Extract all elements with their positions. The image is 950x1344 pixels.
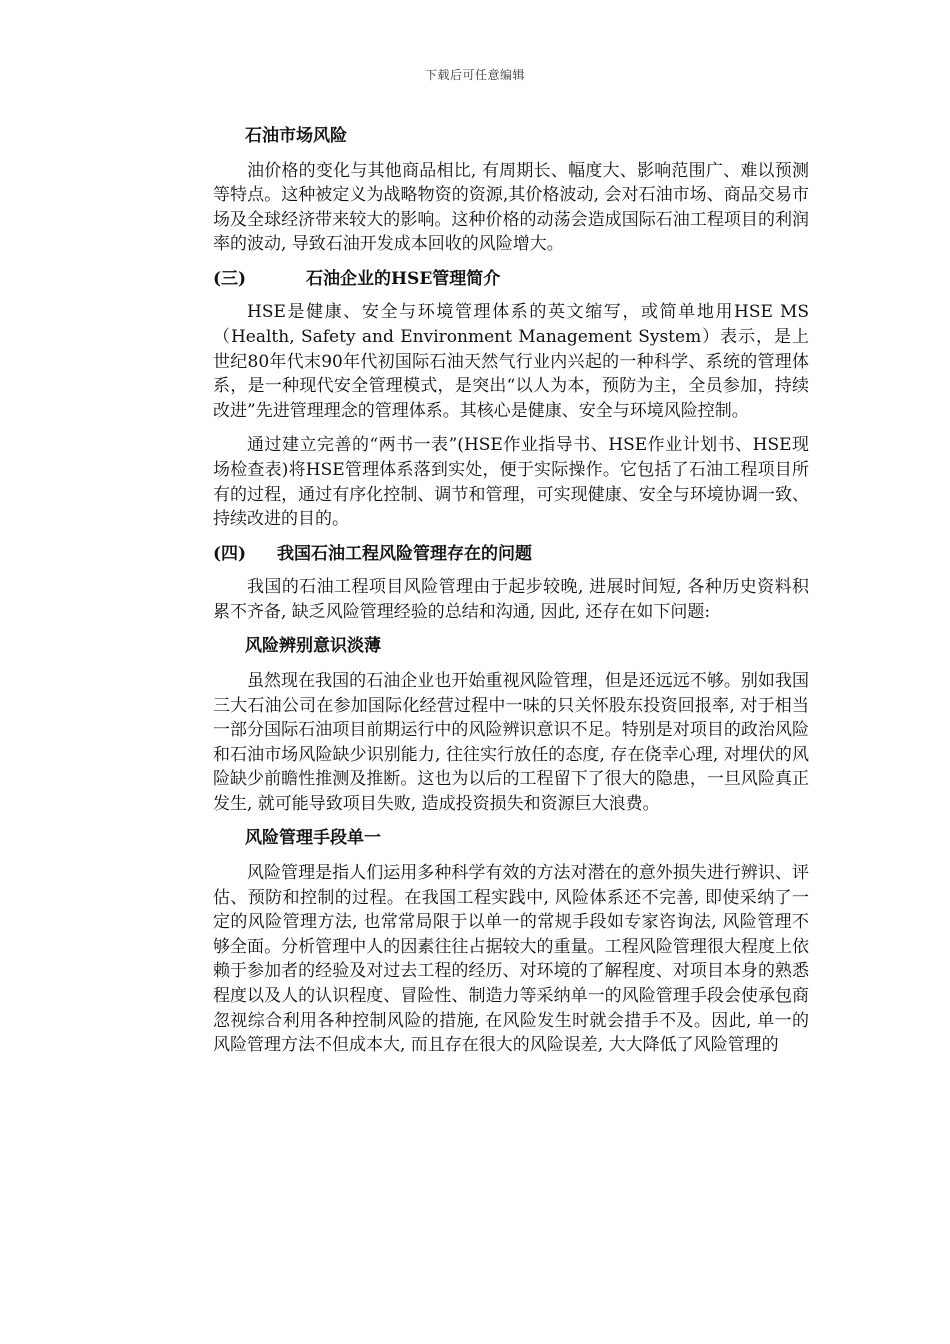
subheading-single-means: 风险管理手段单一 <box>245 828 381 849</box>
paragraph-hse-definition: HSE是健康、安全与环境管理体系的英文缩写，或简单地用HSE MS（Health, Safety and Environment Management System）表示，是上世纪80年代末90年代初国际石油天然气行业内兴起的一种科学、系统的管理体系，是一种现代安全管理模式，是突出“以人为本，预防为主，全员参加，持续改进”先进管理理念的管理体系。其核心是健康、安全与环境风险控制。 <box>213 302 809 421</box>
section-number: (四) <box>213 543 247 564</box>
page-header-note: 下载后可任意编辑 <box>424 68 525 82</box>
section-number: (三) <box>213 268 247 289</box>
section-heading-problems <box>213 542 809 567</box>
paragraph-hse-implementation: 通过建立完善的“两书一表”(HSE作业指导书、HSE作业计划书、HSE现场检查表)将HSE管理体系落到实处，便于实际操作。它包括了石油工程项目所有的过程，通过有序化控制、调节和管理，可实现健康、安全与环境协调一致、持续改进的目的。 <box>213 435 809 530</box>
section-heading-hse <box>213 267 809 292</box>
section-title: 我国石油工程风险管理存在的问题 <box>277 543 532 564</box>
section-title: 石油企业的HSE管理简介 <box>306 268 501 289</box>
paragraph-problems-intro: 我国的石油工程项目风险管理由于起步较晚, 进展时间短, 各种历史资料积累不齐备, 缺乏风险管理经验的总结和沟通, 因此, 还存在如下问题: <box>213 577 809 622</box>
subheading-weak-awareness: 风险辨别意识淡薄 <box>245 636 381 657</box>
subheading-oil-market-risk: 石油市场风险 <box>245 126 347 146</box>
paragraph-single-means: 风险管理是指人们运用多种科学有效的方法对潜在的意外损失进行辨识、评估、预防和控制的过程。在我国工程实践中, 风险体系还不完善, 即使采纳了一定的风险管理方法, 也常常局限于以单一的常规手段如专家咨询法, 风险管理不够全面。分析管理中人的因素往往占据较大的重量。工程风险管理很大程度上依赖于参加者的经验及对过去工程的经历、对环境的了解程度、对项目本身的熟悉程度以及人的认识程度、冒险性、制造力等采纳单一的风险管理手段会使承包商忽视综合利用各种控制风险的措施, 在风险发生时就会措手不及。因此, 单一的风险管理方法不但成本大, 而且存在很大的风险误差, 大大降低了风险管理的 <box>213 862 809 1056</box>
paragraph-oil-market-risk: 油价格的变化与其他商品相比, 有周期长、幅度大、影响范围广、难以预测等特点。这种被定义为战略物资的资源,其价格波动, 会对石油市场、商品交易市场及全球经济带来较大的影响。这种价格的动荡会造成国际石油工程项目的利润率的波动, 导致石油开发成本回收的风险增大。 <box>213 160 809 255</box>
document-body <box>213 124 809 1068</box>
paragraph-weak-awareness: 虽然现在我国的石油企业也开始重视风险管理，但是还远远不够。别如我国三大石油公司在参加国际化经营过程中一味的只关怀股东投资回报率, 对于相当一部分国际石油项目前期运行中的风险辨识意识不足。特别是对项目的政治风险和石油市场风险缺少识别能力, 往往实行放任的态度, 存在侥幸心理, 对埋伏的风险缺少前瞻性推测及推断。这也为以后的工程留下了很大的隐患，一旦风险真正发生, 就可能导致项目失败, 造成投资损失和资源巨大浪费。 <box>213 670 809 814</box>
